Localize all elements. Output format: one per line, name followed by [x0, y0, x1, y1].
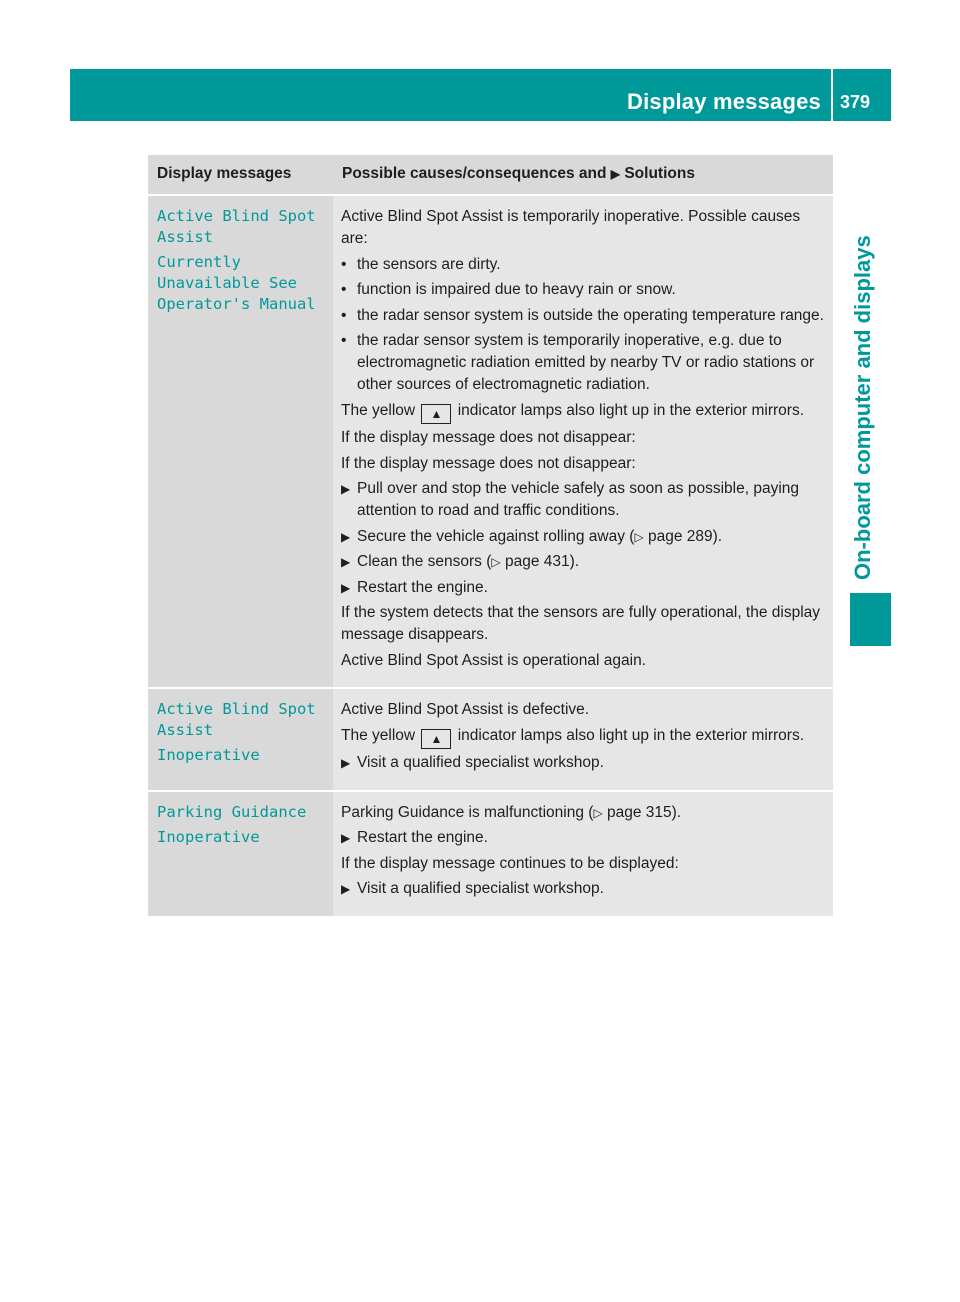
- bullet-item: • the radar sensor system is outside the operating temperature range.: [341, 305, 827, 327]
- text-line: If the system detects that the sensors are fully operational, the display message disappears.: [341, 604, 821, 643]
- text-line: The yellow ▲ indicator lamps also light up in the exterior mirrors.: [341, 400, 827, 424]
- page-header: [70, 69, 891, 121]
- step-arrow-icon: ▶: [341, 882, 351, 896]
- text-line: The yellow ▲ indicator lamps also light up in the exterior mirrors.: [341, 725, 827, 749]
- col-header-causes-text: Possible causes/consequences and: [342, 165, 607, 182]
- col-header-messages: Display messages: [148, 155, 333, 195]
- side-tab-marker: [850, 593, 891, 646]
- table-row: [148, 791, 833, 916]
- message-cell: [148, 688, 333, 791]
- display-message: Active Blind Spot Assist: [157, 207, 316, 246]
- table-header-row: [148, 155, 833, 195]
- bullet-icon: •: [341, 306, 347, 324]
- text-line: Parking Guidance is malfunctioning (▷ page 315).: [341, 803, 682, 821]
- display-message: Currently Unavailable See Operator's Manual: [157, 253, 316, 313]
- causes-cell: [333, 688, 833, 791]
- text-line: If the display message does not disappear:: [341, 429, 636, 446]
- text-line: Active Blind Spot Assist is temporarily inoperative. Possible causes are:: [341, 208, 801, 247]
- causes-cell: [333, 195, 833, 688]
- bullet-item: • the radar sensor system is temporarily inoperative, e.g. due to electromagnetic radiation emitted by nearby TV or radio stations or other sources of electromagnetic radiation.: [341, 332, 815, 393]
- causes-cell: [333, 791, 833, 916]
- action-step: ▶ Restart the engine.: [341, 577, 827, 599]
- header-title: Display messages: [627, 89, 821, 114]
- text-line: If the display message continues to be displayed:: [341, 854, 679, 872]
- action-step: ▶ Clean the sensors (▷ page 431).: [341, 551, 827, 573]
- message-cell: [148, 195, 333, 688]
- bullet-icon: •: [341, 281, 347, 298]
- step-arrow-icon: ▶: [341, 756, 351, 770]
- display-message: Parking Guidance: [157, 802, 307, 821]
- display-message: Active Blind Spot Assist: [157, 700, 316, 739]
- warning-lamp-icon: ▲: [421, 404, 451, 424]
- bullet-item: • the sensors are dirty.: [341, 254, 827, 276]
- action-step: ▶ Restart the engine.: [341, 827, 827, 849]
- display-messages-table: [148, 155, 833, 916]
- step-arrow-icon: ▶: [341, 831, 351, 845]
- triangle-arrow-icon: ▶: [610, 167, 621, 181]
- col-header-causes: [333, 155, 833, 195]
- step-arrow-icon: ▶: [341, 580, 351, 595]
- bullet-item: • function is impaired due to heavy rain or snow.: [341, 279, 827, 301]
- warning-lamp-icon: ▲: [421, 729, 451, 749]
- action-step: ▶ Pull over and stop the vehicle safely as soon as possible, paying attention to road and traffic conditions.: [341, 480, 800, 519]
- message-cell: [148, 791, 333, 916]
- action-step: ▶ Visit a qualified specialist workshop.: [341, 752, 827, 774]
- table-row: [148, 195, 833, 688]
- header-divider: [831, 69, 833, 121]
- text-line: Active Blind Spot Assist is defective.: [341, 701, 590, 718]
- step-arrow-icon: ▶: [341, 529, 351, 544]
- page-ref-icon: ▷: [593, 805, 603, 820]
- step-arrow-icon: ▶: [341, 482, 351, 496]
- page-number: 379: [840, 92, 871, 112]
- side-tab-label: On-board computer and displays: [850, 235, 875, 580]
- bullet-icon: •: [341, 332, 347, 349]
- col-header-solutions-text: Solutions: [624, 165, 695, 182]
- step-arrow-icon: ▶: [341, 555, 351, 569]
- bullet-icon: •: [341, 255, 347, 273]
- text-line: If the display message does not disappear:: [341, 454, 636, 472]
- action-step: ▶ Secure the vehicle against rolling away (▷ page 289).: [341, 526, 827, 548]
- text-line: Active Blind Spot Assist is operational again.: [341, 651, 647, 669]
- table-row: [148, 688, 833, 791]
- page-ref-icon: ▷: [634, 529, 644, 544]
- display-message: Inoperative: [157, 746, 260, 764]
- display-message: Inoperative: [157, 827, 260, 846]
- page-ref-icon: ▷: [491, 555, 501, 569]
- action-step: ▶ Visit a qualified specialist workshop.: [341, 878, 827, 900]
